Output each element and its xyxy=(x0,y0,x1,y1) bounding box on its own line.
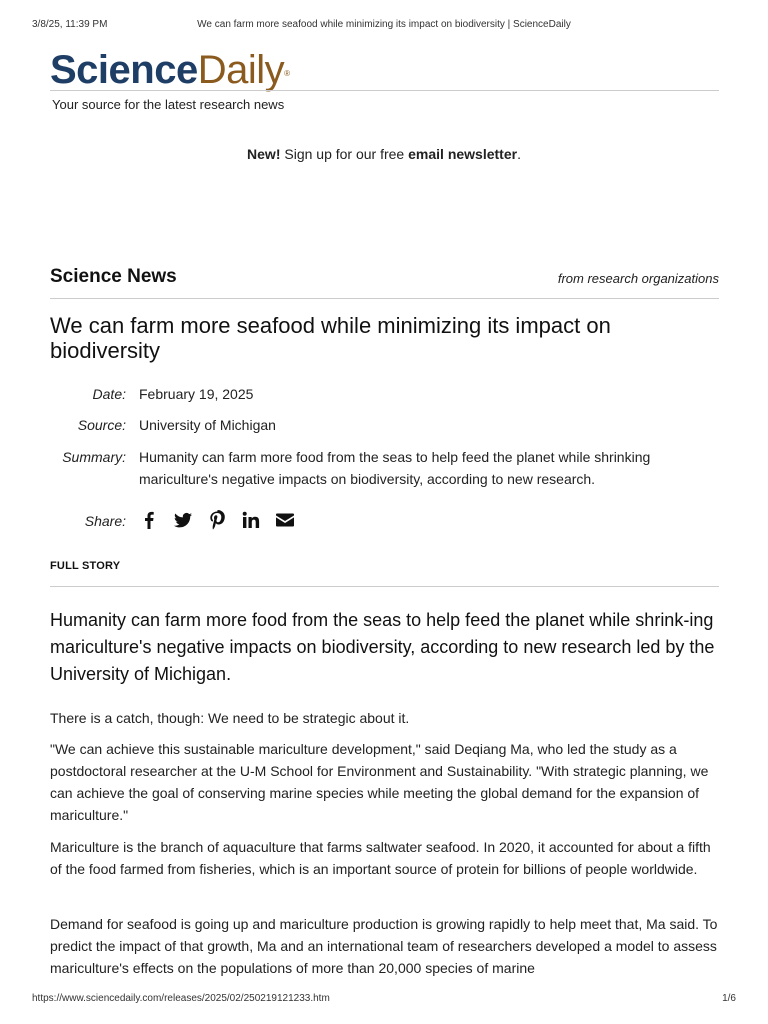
article-headline: We can farm more seafood while minimizing its impact on biodiversity xyxy=(50,313,611,363)
summary-value: Humanity can farm more food from the seas to help feed the planet while shrinking mariculture's negative impacts on biodiversity, according to new research. xyxy=(139,449,651,487)
newsletter-text: Sign up for our free xyxy=(280,146,409,162)
twitter-icon[interactable] xyxy=(173,510,193,530)
meta-source xyxy=(50,414,719,436)
full-story-label: FULL STORY xyxy=(50,560,121,572)
site-tagline: Your source for the latest research news xyxy=(52,97,285,112)
newsletter-promo xyxy=(0,146,768,162)
source-label: Source: xyxy=(77,417,126,433)
article-paragraph: There is a catch, though: We need to be strategic about it. xyxy=(50,710,410,726)
share-label: Share: xyxy=(84,513,126,529)
article-paragraph: "We can achieve this sustainable mariculture development," said Deqiang Ma, who led the study as a postdoctoral researcher at the U-M School for Environment and Sustainability. "With strategic planning, we can achieve the goal of conserving marine species while meeting the global demand for the expansion of mariculture." xyxy=(50,741,709,823)
article-paragraph: Demand for seafood is going up and mariculture production is growing rapidly to help meet that, Ma said. To predict the impact of that growth, Ma and an international team of researchers developed a model to assess mariculture's effects on the populations of more than 20,000 species of marine xyxy=(50,916,718,976)
email-icon[interactable] xyxy=(275,510,295,530)
section-title[interactable]: Science News xyxy=(50,266,177,287)
print-page-title: We can farm more seafood while minimizing its impact on biodiversity | ScienceDaily xyxy=(197,19,571,30)
share-icons xyxy=(139,510,295,530)
source-value: University of Michigan xyxy=(139,417,276,433)
article-lede: Humanity can farm more food from the seas to help feed the planet while shrink-ing mariculture's negative impacts on biodiversity, according to new research led by the University of Michigan. xyxy=(50,610,715,684)
logo-science: Science xyxy=(50,48,198,92)
meta-date xyxy=(50,383,719,405)
full-story-divider xyxy=(50,586,719,587)
newsletter-new-label: New! xyxy=(247,146,281,162)
print-page-number: 1/6 xyxy=(722,993,736,1004)
section-subtitle: from research organizations xyxy=(557,271,719,286)
logo-registered: ® xyxy=(284,69,290,78)
sciencedaily-logo[interactable] xyxy=(50,48,290,92)
pinterest-icon[interactable] xyxy=(207,510,227,530)
article-paragraph: Mariculture is the branch of aquaculture that farms saltwater seafood. In 2020, it accounted for about a fifth of the food farmed from fisheries, which is an important source of protein for billions of people worldwide. xyxy=(50,839,711,877)
date-label: Date: xyxy=(92,386,126,402)
print-datetime: 3/8/25, 11:39 PM xyxy=(32,19,108,30)
linkedin-icon[interactable] xyxy=(241,510,261,530)
newsletter-link[interactable]: email newsletter xyxy=(408,146,518,162)
date-value: February 19, 2025 xyxy=(139,386,254,402)
print-url: https://www.sciencedaily.com/releases/2025/02/250219121233.htm xyxy=(32,993,330,1004)
header-divider xyxy=(50,90,719,91)
summary-label: Summary: xyxy=(62,449,126,465)
facebook-icon[interactable] xyxy=(139,510,159,530)
logo-daily: Daily xyxy=(197,48,285,92)
section-header xyxy=(50,266,719,299)
newsletter-end: . xyxy=(517,146,521,162)
meta-summary xyxy=(50,446,719,490)
